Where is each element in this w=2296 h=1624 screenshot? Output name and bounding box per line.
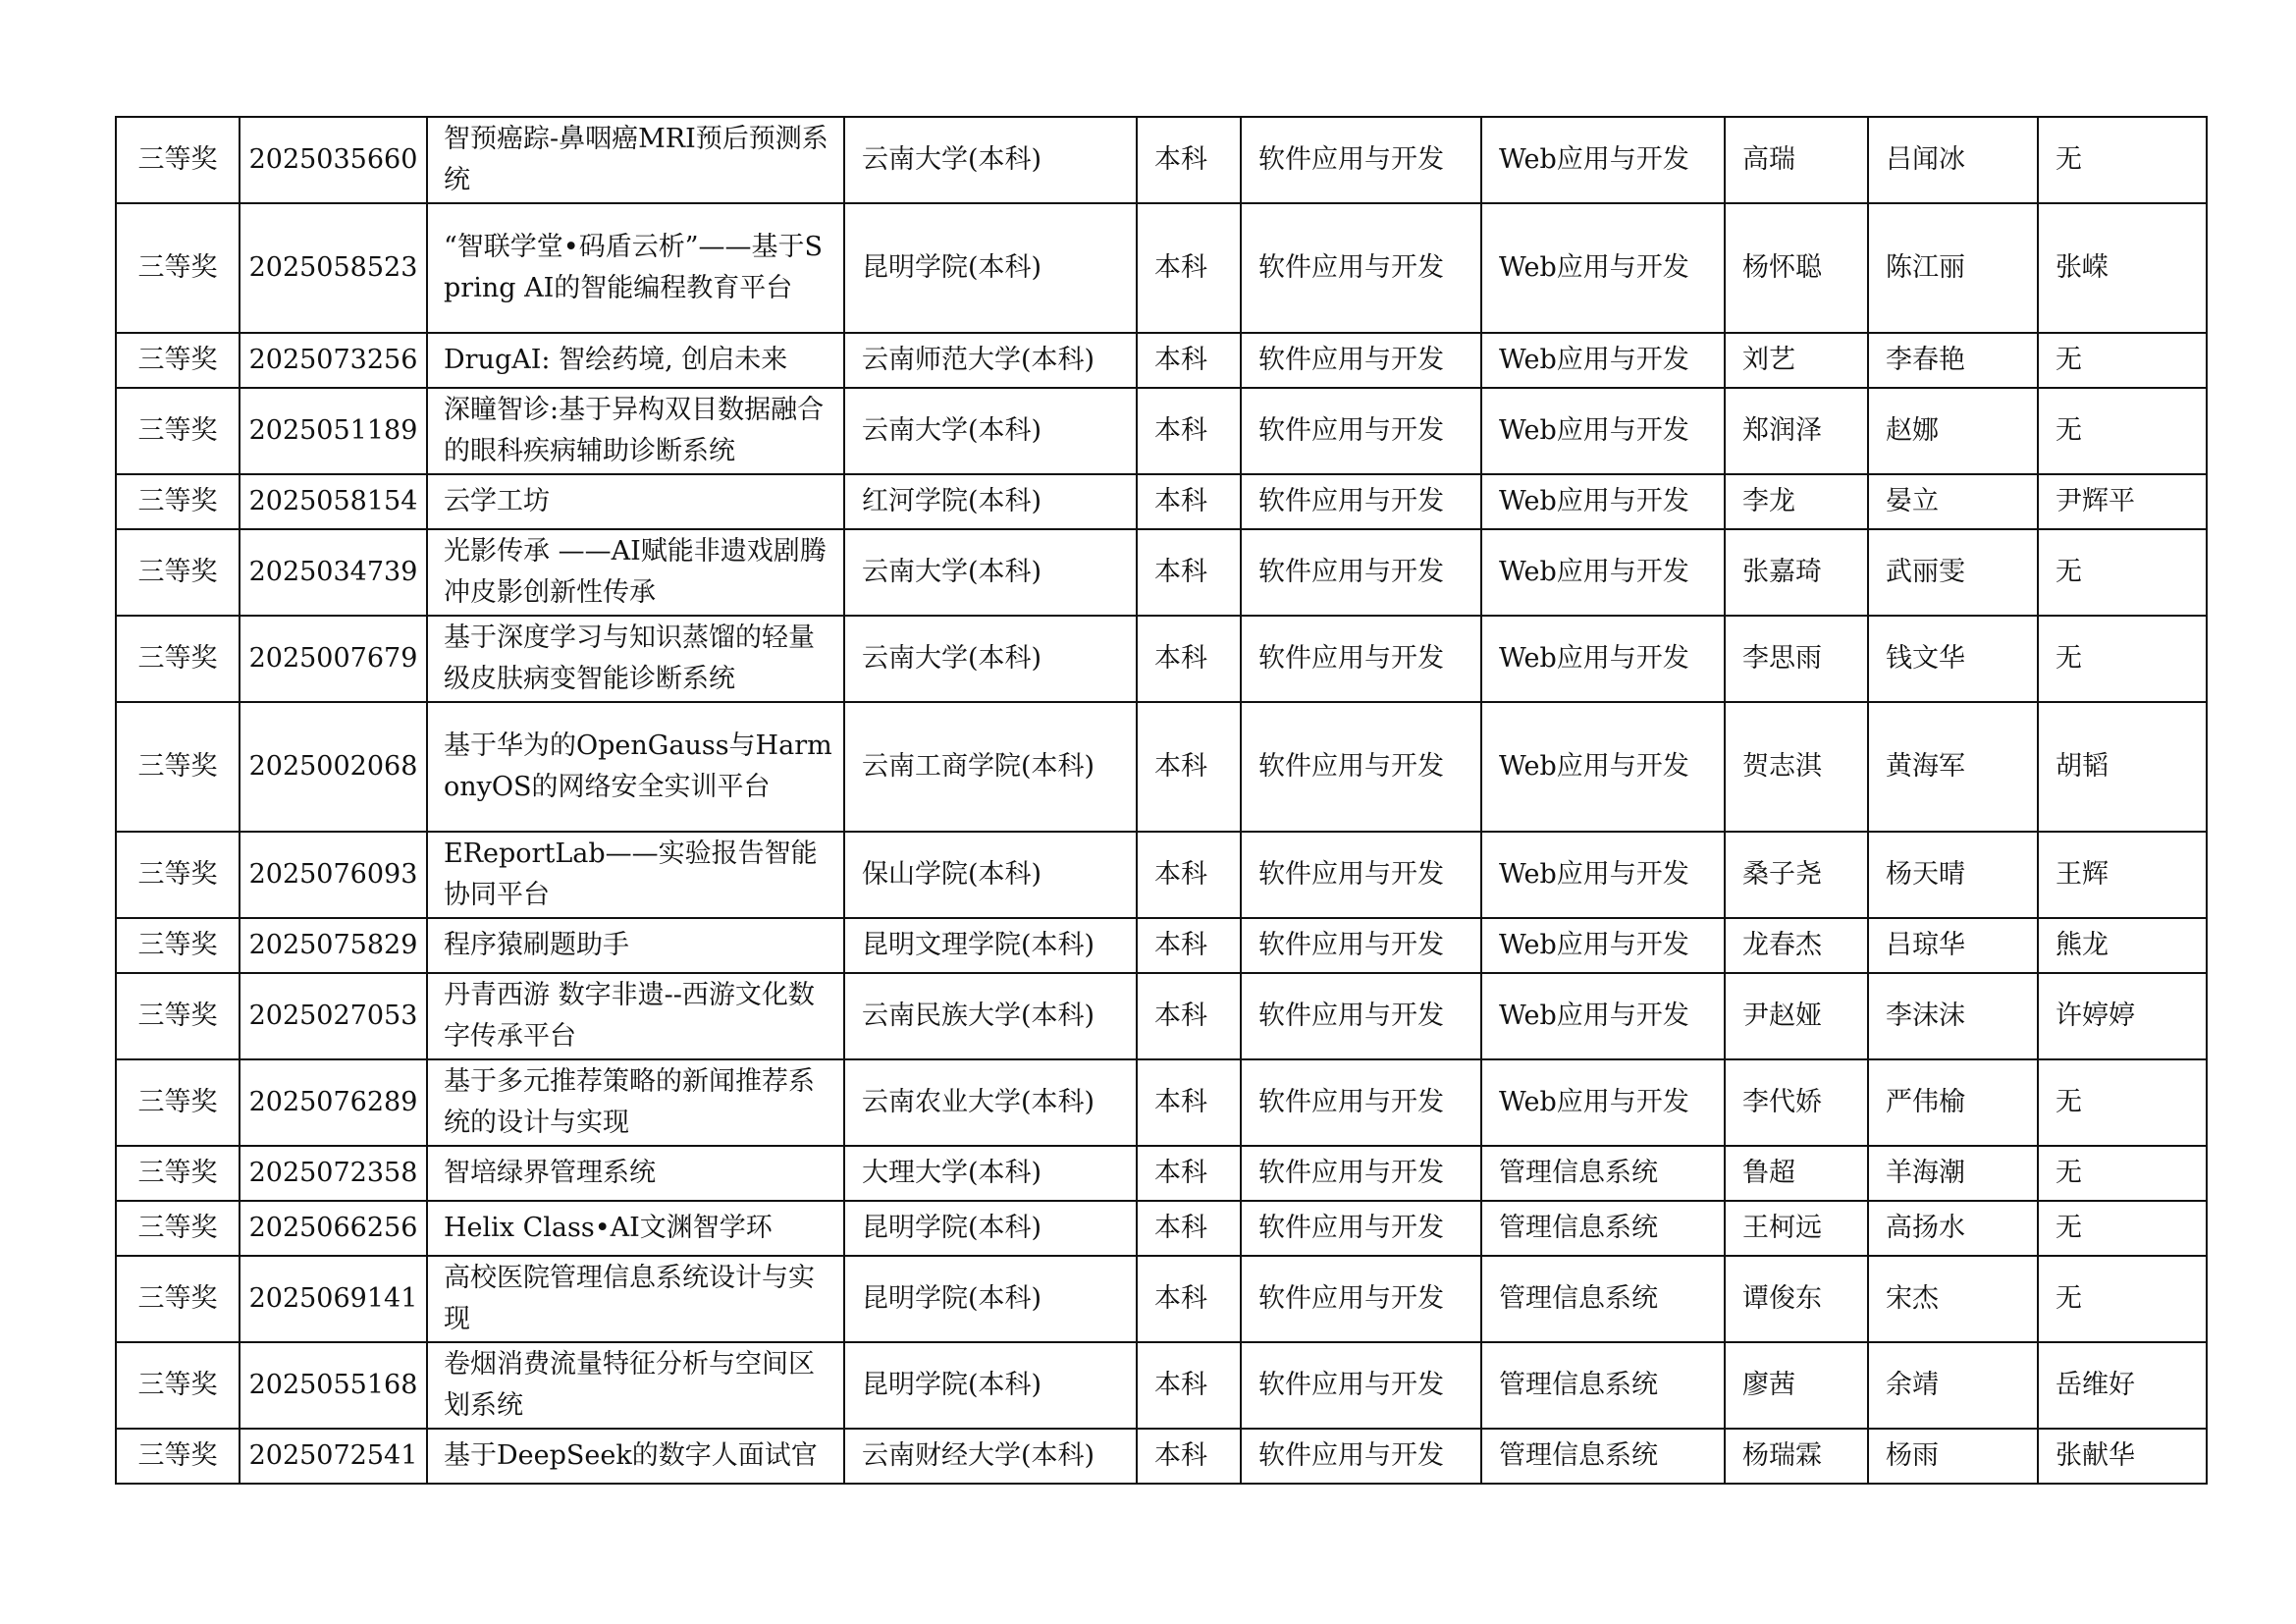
author-cell: 龙春杰 [1725,918,1868,973]
school-cell: 云南师范大学(本科) [844,333,1137,388]
table-row [116,616,2207,702]
category-cell: 软件应用与开发 [1241,1429,1481,1484]
table-row [116,203,2207,333]
author-cell: 余靖 [1868,1342,2038,1429]
category-cell: 软件应用与开发 [1241,203,1481,333]
table-row [116,388,2207,474]
subcategory-cell: Web应用与开发 [1481,702,1725,832]
education-level-cell: 本科 [1137,973,1241,1059]
entry-id-cell: 2025076289 [240,1059,427,1146]
table-row [116,832,2207,918]
education-level-cell: 本科 [1137,1256,1241,1342]
entry-id-cell: 2025027053 [240,973,427,1059]
award-cell: 三等奖 [116,1342,240,1429]
award-cell: 三等奖 [116,474,240,529]
advisor-cell: 无 [2038,1059,2207,1146]
project-title-cell: 基于深度学习与知识蒸馏的轻量级皮肤病变智能诊断系统 [427,616,844,702]
entry-id-cell: 2025072541 [240,1429,427,1484]
award-cell: 三等奖 [116,117,240,203]
advisor-cell: 无 [2038,529,2207,616]
education-level-cell: 本科 [1137,1201,1241,1256]
author-cell: 高瑞 [1725,117,1868,203]
project-title-cell: DrugAI: 智绘药境, 创启未来 [427,333,844,388]
advisor-cell: 无 [2038,616,2207,702]
award-cell: 三等奖 [116,973,240,1059]
author-cell: 李春艳 [1868,333,2038,388]
author-cell: 武丽雯 [1868,529,2038,616]
education-level-cell: 本科 [1137,529,1241,616]
entry-id-cell: 2025055168 [240,1342,427,1429]
subcategory-cell: 管理信息系统 [1481,1342,1725,1429]
school-cell: 大理大学(本科) [844,1146,1137,1201]
award-cell: 三等奖 [116,832,240,918]
table-row [116,1059,2207,1146]
advisor-cell: 王辉 [2038,832,2207,918]
author-cell: 谭俊东 [1725,1256,1868,1342]
education-level-cell: 本科 [1137,832,1241,918]
education-level-cell: 本科 [1137,1059,1241,1146]
category-cell: 软件应用与开发 [1241,1201,1481,1256]
author-cell: 黄海军 [1868,702,2038,832]
education-level-cell: 本科 [1137,702,1241,832]
author-cell: 刘艺 [1725,333,1868,388]
category-cell: 软件应用与开发 [1241,1146,1481,1201]
subcategory-cell: Web应用与开发 [1481,918,1725,973]
project-title-cell: Helix Class•AI文渊智学环 [427,1201,844,1256]
subcategory-cell: 管理信息系统 [1481,1146,1725,1201]
subcategory-cell: Web应用与开发 [1481,529,1725,616]
project-title-cell: 智培绿界管理系统 [427,1146,844,1201]
category-cell: 软件应用与开发 [1241,117,1481,203]
education-level-cell: 本科 [1137,388,1241,474]
project-title-cell: 云学工坊 [427,474,844,529]
entry-id-cell: 2025076093 [240,832,427,918]
author-cell: 尹赵娅 [1725,973,1868,1059]
project-title-cell: EReportLab——实验报告智能协同平台 [427,832,844,918]
subcategory-cell: Web应用与开发 [1481,474,1725,529]
table-row [116,1146,2207,1201]
project-title-cell: 深瞳智诊:基于异构双目数据融合的眼科疾病辅助诊断系统 [427,388,844,474]
school-cell: 昆明学院(本科) [844,1256,1137,1342]
entry-id-cell: 2025075829 [240,918,427,973]
table-row [116,474,2207,529]
school-cell: 昆明学院(本科) [844,1342,1137,1429]
subcategory-cell: Web应用与开发 [1481,973,1725,1059]
award-cell: 三等奖 [116,529,240,616]
author-cell: 羊海潮 [1868,1146,2038,1201]
award-cell: 三等奖 [116,203,240,333]
award-cell: 三等奖 [116,1146,240,1201]
advisor-cell: 无 [2038,117,2207,203]
entry-id-cell: 2025051189 [240,388,427,474]
table-row [116,973,2207,1059]
subcategory-cell: Web应用与开发 [1481,333,1725,388]
author-cell: 李代娇 [1725,1059,1868,1146]
project-title-cell: “智联学堂•码盾云析”——基于Spring AI的智能编程教育平台 [427,203,844,333]
award-cell: 三等奖 [116,702,240,832]
project-title-cell: 程序猿刷题助手 [427,918,844,973]
category-cell: 软件应用与开发 [1241,388,1481,474]
author-cell: 李思雨 [1725,616,1868,702]
category-cell: 软件应用与开发 [1241,333,1481,388]
author-cell: 高扬水 [1868,1201,2038,1256]
table-row [116,1342,2207,1429]
entry-id-cell: 2025069141 [240,1256,427,1342]
table-row [116,702,2207,832]
author-cell: 李龙 [1725,474,1868,529]
author-cell: 贺志淇 [1725,702,1868,832]
advisor-cell: 张献华 [2038,1429,2207,1484]
author-cell: 杨瑞霖 [1725,1429,1868,1484]
subcategory-cell: Web应用与开发 [1481,203,1725,333]
author-cell: 赵娜 [1868,388,2038,474]
category-cell: 软件应用与开发 [1241,832,1481,918]
entry-id-cell: 2025034739 [240,529,427,616]
subcategory-cell: Web应用与开发 [1481,388,1725,474]
school-cell: 云南民族大学(本科) [844,973,1137,1059]
author-cell: 李沫沫 [1868,973,2038,1059]
author-cell: 杨天晴 [1868,832,2038,918]
category-cell: 软件应用与开发 [1241,529,1481,616]
education-level-cell: 本科 [1137,117,1241,203]
education-level-cell: 本科 [1137,203,1241,333]
award-cell: 三等奖 [116,1429,240,1484]
category-cell: 软件应用与开发 [1241,918,1481,973]
author-cell: 杨雨 [1868,1429,2038,1484]
entry-id-cell: 2025066256 [240,1201,427,1256]
table-row [116,1429,2207,1484]
author-cell: 吕琼华 [1868,918,2038,973]
school-cell: 云南大学(本科) [844,388,1137,474]
entry-id-cell: 2025058523 [240,203,427,333]
table-body [116,117,2207,1484]
author-cell: 郑润泽 [1725,388,1868,474]
entry-id-cell: 2025035660 [240,117,427,203]
advisor-cell: 无 [2038,388,2207,474]
table-row [116,117,2207,203]
advisor-cell: 无 [2038,1201,2207,1256]
education-level-cell: 本科 [1137,918,1241,973]
education-level-cell: 本科 [1137,616,1241,702]
school-cell: 保山学院(本科) [844,832,1137,918]
education-level-cell: 本科 [1137,1342,1241,1429]
school-cell: 云南大学(本科) [844,616,1137,702]
entry-id-cell: 2025002068 [240,702,427,832]
project-title-cell: 基于华为的OpenGauss与HarmonyOS的网络安全实训平台 [427,702,844,832]
table-row [116,529,2207,616]
entry-id-cell: 2025007679 [240,616,427,702]
advisor-cell: 熊龙 [2038,918,2207,973]
advisor-cell: 胡韬 [2038,702,2207,832]
award-cell: 三等奖 [116,1201,240,1256]
author-cell: 王柯远 [1725,1201,1868,1256]
project-title-cell: 高校医院管理信息系统设计与实现 [427,1256,844,1342]
advisor-cell: 许婷婷 [2038,973,2207,1059]
table-row [116,1201,2207,1256]
project-title-cell: 智预癌踪-鼻咽癌MRI预后预测系统 [427,117,844,203]
advisor-cell: 无 [2038,1256,2207,1342]
school-cell: 云南大学(本科) [844,117,1137,203]
school-cell: 云南大学(本科) [844,529,1137,616]
author-cell: 张嘉琦 [1725,529,1868,616]
award-cell: 三等奖 [116,333,240,388]
advisor-cell: 岳维好 [2038,1342,2207,1429]
advisor-cell: 无 [2038,1146,2207,1201]
entry-id-cell: 2025058154 [240,474,427,529]
category-cell: 软件应用与开发 [1241,474,1481,529]
table-row [116,333,2207,388]
advisor-cell: 尹辉平 [2038,474,2207,529]
author-cell: 吕闻冰 [1868,117,2038,203]
project-title-cell: 基于DeepSeek的数字人面试官 [427,1429,844,1484]
category-cell: 软件应用与开发 [1241,702,1481,832]
author-cell: 钱文华 [1868,616,2038,702]
school-cell: 云南财经大学(本科) [844,1429,1137,1484]
entry-id-cell: 2025073256 [240,333,427,388]
education-level-cell: 本科 [1137,474,1241,529]
award-cell: 三等奖 [116,1059,240,1146]
subcategory-cell: Web应用与开发 [1481,832,1725,918]
category-cell: 软件应用与开发 [1241,1059,1481,1146]
subcategory-cell: Web应用与开发 [1481,117,1725,203]
school-cell: 红河学院(本科) [844,474,1137,529]
author-cell: 鲁超 [1725,1146,1868,1201]
author-cell: 桑子尧 [1725,832,1868,918]
advisor-cell: 无 [2038,333,2207,388]
table-row [116,918,2207,973]
school-cell: 昆明文理学院(本科) [844,918,1137,973]
award-cell: 三等奖 [116,1256,240,1342]
school-cell: 昆明学院(本科) [844,203,1137,333]
project-title-cell: 丹青西游 数字非遗--西游文化数字传承平台 [427,973,844,1059]
project-title-cell: 基于多元推荐策略的新闻推荐系统的设计与实现 [427,1059,844,1146]
awards-table [115,116,2208,1485]
education-level-cell: 本科 [1137,1429,1241,1484]
author-cell: 晏立 [1868,474,2038,529]
education-level-cell: 本科 [1137,1146,1241,1201]
award-cell: 三等奖 [116,918,240,973]
project-title-cell: 光影传承 ——AI赋能非遗戏剧腾冲皮影创新性传承 [427,529,844,616]
school-cell: 云南农业大学(本科) [844,1059,1137,1146]
school-cell: 云南工商学院(本科) [844,702,1137,832]
award-cell: 三等奖 [116,616,240,702]
author-cell: 严伟榆 [1868,1059,2038,1146]
entry-id-cell: 2025072358 [240,1146,427,1201]
school-cell: 昆明学院(本科) [844,1201,1137,1256]
award-cell: 三等奖 [116,388,240,474]
table-row [116,1256,2207,1342]
subcategory-cell: 管理信息系统 [1481,1256,1725,1342]
author-cell: 杨怀聪 [1725,203,1868,333]
subcategory-cell: Web应用与开发 [1481,616,1725,702]
author-cell: 廖茜 [1725,1342,1868,1429]
category-cell: 软件应用与开发 [1241,973,1481,1059]
category-cell: 软件应用与开发 [1241,1256,1481,1342]
project-title-cell: 卷烟消费流量特征分析与空间区划系统 [427,1342,844,1429]
author-cell: 陈江丽 [1868,203,2038,333]
education-level-cell: 本科 [1137,333,1241,388]
subcategory-cell: 管理信息系统 [1481,1429,1725,1484]
subcategory-cell: Web应用与开发 [1481,1059,1725,1146]
subcategory-cell: 管理信息系统 [1481,1201,1725,1256]
author-cell: 宋杰 [1868,1256,2038,1342]
category-cell: 软件应用与开发 [1241,616,1481,702]
advisor-cell: 张嵘 [2038,203,2207,333]
category-cell: 软件应用与开发 [1241,1342,1481,1429]
